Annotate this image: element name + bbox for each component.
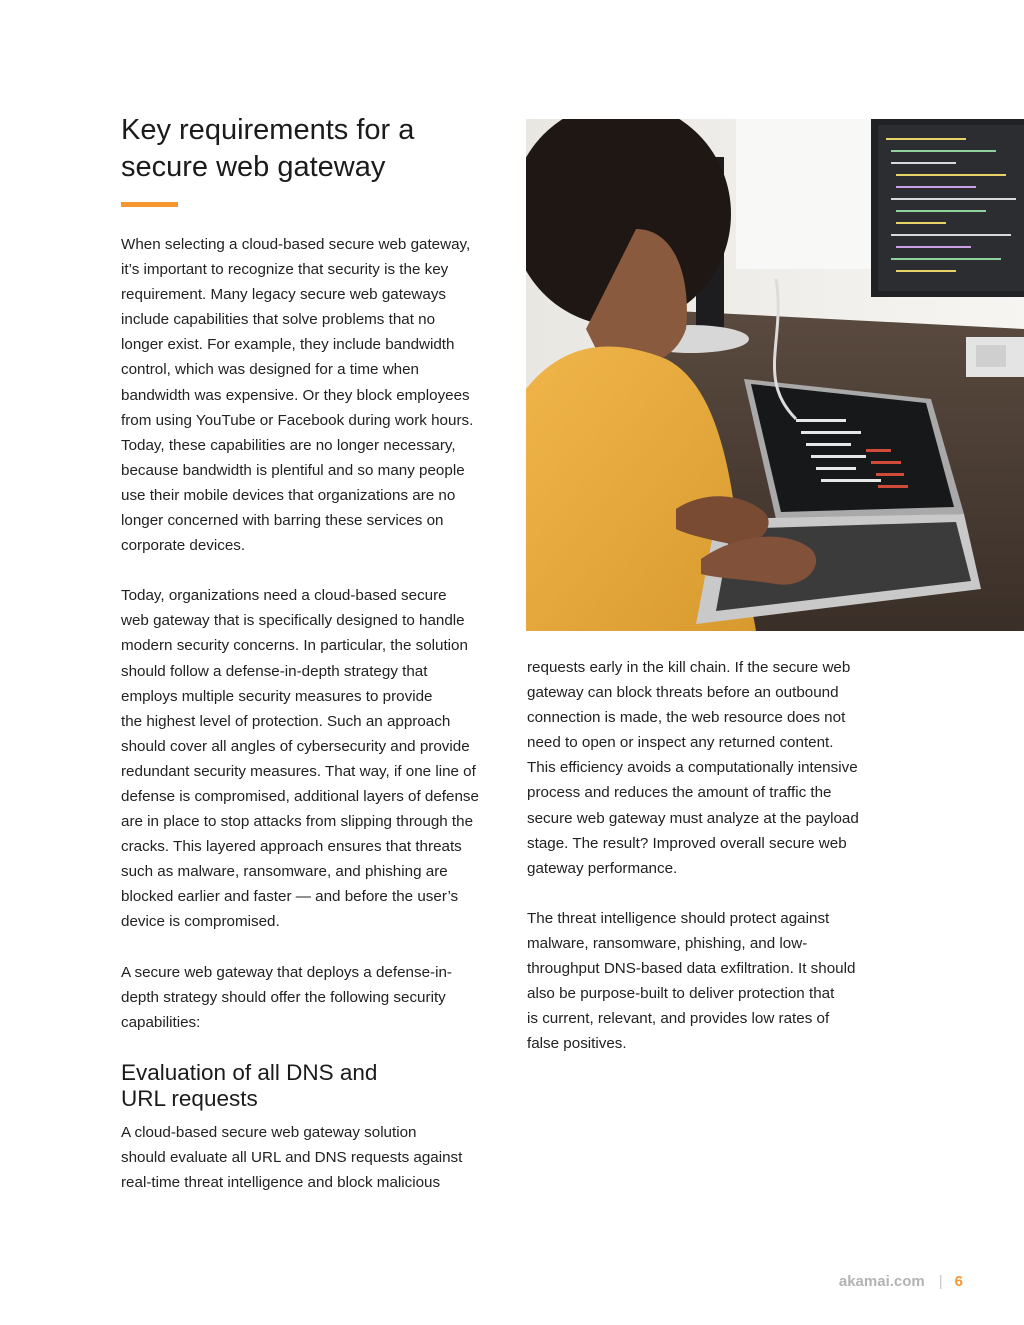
paragraph-intro <box>121 232 503 558</box>
text-line: it’s important to recognize that security is the key <box>121 261 449 279</box>
text-line: also be purpose-built to deliver protection that <box>527 985 835 1003</box>
text-line: requirement. Many legacy secure web gateways <box>121 286 447 304</box>
text-line: bandwidth was expensive. Or they block employees <box>121 386 470 404</box>
heading-line: URL requests <box>121 1085 258 1111</box>
paragraph-threat-intelligence <box>527 906 909 1057</box>
title-line: Key requirements for a <box>121 114 415 146</box>
text-line: web gateway that is specifically designed to handle <box>121 612 465 630</box>
text-line: depth strategy should offer the following security <box>121 988 446 1006</box>
title-line: secure web gateway <box>121 151 386 183</box>
text-line: connection is made, the web resource does not <box>527 709 846 727</box>
text-line: longer exist. For example, they include bandwidth <box>121 336 455 354</box>
text-line: gateway performance. <box>527 859 678 877</box>
heading-line: Evaluation of all DNS and <box>121 1059 378 1085</box>
text-line: should evaluate all URL and DNS requests against <box>121 1148 463 1166</box>
accent-rule <box>121 202 178 207</box>
text-line: throughput DNS-based data exfiltration. It should <box>527 960 856 978</box>
paragraph-capabilities <box>121 960 503 1035</box>
text-line: Today, these capabilities are no longer necessary, <box>121 436 456 454</box>
section-heading <box>121 1060 503 1112</box>
text-line: stage. The result? Improved overall secure web <box>527 834 847 852</box>
footer-site: akamai.com <box>838 1273 925 1290</box>
text-line: from using YouTube or Facebook during work hours. <box>121 411 474 429</box>
text-line: gateway can block threats before an outbound <box>527 684 839 702</box>
text-line: blocked earlier and faster — and before the user’s <box>121 888 459 906</box>
text-line: capabilities: <box>121 1013 201 1031</box>
text-line: control, which was designed for a time when <box>121 361 419 379</box>
text-line: employs multiple security measures to provide <box>121 687 433 705</box>
text-line: use their mobile devices that organizations are no <box>121 486 456 504</box>
text-line: because bandwidth is plentiful and so many people <box>121 461 465 479</box>
text-line: cracks. This layered approach ensures that threats <box>121 838 462 856</box>
left-column <box>121 232 503 1195</box>
text-line: This efficiency avoids a computationally intensive <box>527 759 858 777</box>
text-line: need to open or inspect any returned content. <box>527 734 834 752</box>
text-line: include capabilities that solve problems that no <box>121 311 436 329</box>
text-line: modern security concerns. In particular, the solution <box>121 637 468 655</box>
text-line: A cloud-based secure web gateway solution <box>121 1123 417 1141</box>
text-line: malware, ransomware, phishing, and low- <box>527 934 808 952</box>
paragraph-kill-chain <box>527 655 909 881</box>
text-line: secure web gateway must analyze at the payload <box>527 809 859 827</box>
text-line: is current, relevant, and provides low rates of <box>527 1010 830 1028</box>
text-line: are in place to stop attacks from slipping through the <box>121 813 474 831</box>
text-line: longer concerned with barring these services on <box>121 512 444 530</box>
footer-separator: | <box>938 1273 943 1290</box>
text-line: redundant security measures. That way, if one line of <box>121 762 476 780</box>
text-line: process and reduces the amount of traffic the <box>527 784 832 802</box>
text-line: Today, organizations need a cloud-based secure <box>121 587 447 605</box>
paragraph-defense-in-depth <box>121 583 503 934</box>
text-line: the highest level of protection. Such an approach <box>121 712 451 730</box>
text-line: device is compromised. <box>121 913 280 931</box>
page-footer <box>839 1272 963 1292</box>
paragraph-evaluation <box>121 1120 503 1195</box>
text-line: real-time threat intelligence and block malicious <box>121 1174 441 1191</box>
text-line: The threat intelligence should protect against <box>527 909 830 927</box>
text-line: corporate devices. <box>121 537 246 555</box>
text-line: should cover all angles of cybersecurity and provide <box>121 737 470 755</box>
text-line: such as malware, ransomware, and phishing are <box>121 863 448 881</box>
right-column <box>527 655 909 1056</box>
page-number: 6 <box>954 1273 963 1290</box>
text-line: A secure web gateway that deploys a defense-in- <box>121 963 452 981</box>
page-title <box>121 112 501 186</box>
text-line: defense is compromised, additional layers of defense <box>121 787 479 805</box>
text-line: requests early in the kill chain. If the secure web <box>527 659 851 676</box>
text-line: false positives. <box>527 1035 627 1053</box>
text-line: When selecting a cloud-based secure web gateway, <box>121 236 471 253</box>
text-line: should follow a defense-in-depth strategy that <box>121 662 428 680</box>
photo-developer-at-laptop <box>526 119 1024 631</box>
